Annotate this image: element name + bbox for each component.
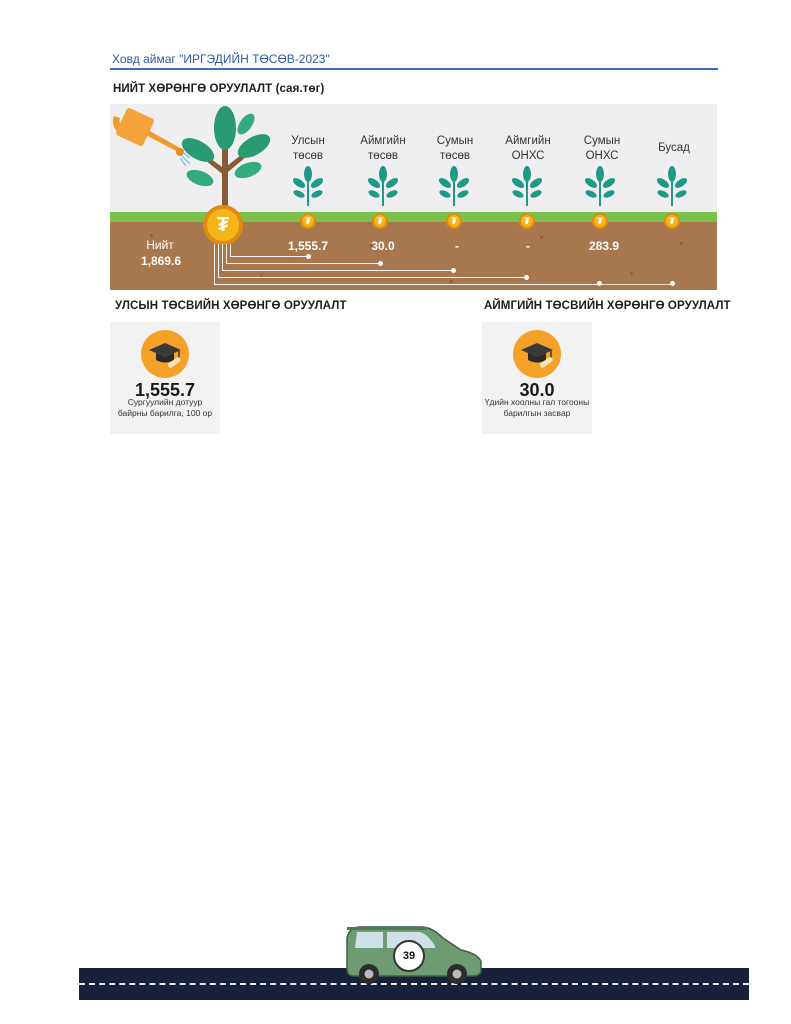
sprout-icon	[580, 166, 620, 206]
sprout-icon	[434, 166, 474, 206]
card-description: Сургуулийн дотуур байрны барилга, 100 ор	[117, 397, 213, 418]
sprout-icon	[363, 166, 403, 206]
category-value: 1,555.7	[287, 239, 329, 253]
category-value: 30.0	[371, 239, 395, 253]
category-value: -	[526, 239, 530, 253]
category-label: Сумын ОНХС	[583, 135, 621, 162]
sprout-icon	[652, 166, 692, 206]
document-title: Ховд аймаг "ИРГЭДИЙН ТӨСӨВ-2023"	[112, 52, 330, 66]
state-investment-title: УЛСЫН ТӨСВИЙН ХӨРӨНГӨ ОРУУЛАЛТ	[115, 300, 347, 312]
tree-icon	[170, 106, 280, 214]
aimag-investment-card	[482, 322, 592, 434]
header-divider	[110, 68, 718, 70]
category-label: Сумын төсөв	[436, 135, 474, 162]
coin-icon: ₮	[519, 213, 535, 229]
card-icon-circle	[513, 330, 561, 378]
page-number: 39	[393, 940, 425, 972]
investment-banner	[110, 104, 717, 290]
category-value: 283.9	[588, 239, 620, 253]
category-label: Аймгийн ОНХС	[505, 135, 551, 162]
coin-icon: ₮	[592, 213, 608, 229]
total-label: Нийт	[146, 238, 174, 252]
grass-strip	[110, 212, 717, 222]
coin-icon: ₮	[446, 213, 462, 229]
total-value: 1,869.6	[140, 254, 182, 268]
category-label: Бусад	[658, 142, 690, 154]
category-label: Улсын төсөв	[291, 135, 325, 162]
soil-ground	[110, 222, 717, 290]
card-value: 1,555.7	[134, 380, 196, 400]
sprout-icon	[288, 166, 328, 206]
coin-icon: ₮	[664, 213, 680, 229]
sprout-icon	[507, 166, 547, 206]
aimag-investment-title: АЙМГИЙН ТӨСВИЙН ХӨРӨНГӨ ОРУУЛАЛТ	[484, 300, 731, 312]
card-icon-circle	[141, 330, 189, 378]
state-investment-card	[110, 322, 220, 434]
category-label: Аймгийн төсөв	[360, 135, 406, 162]
category-value: -	[455, 239, 459, 253]
coin-icon: ₮	[372, 213, 388, 229]
graduation-cap-icon	[513, 330, 561, 378]
total-coin-icon: ₮	[203, 205, 243, 245]
total-investment-title: НИЙТ ХӨРӨНГӨ ОРУУЛАЛТ (сая.төг)	[113, 83, 325, 95]
card-value: 30.0	[519, 380, 555, 400]
card-description: Үдийн хоолны гал тогооны барилгын засвар	[484, 397, 590, 418]
graduation-cap-icon	[141, 330, 189, 378]
coin-icon: ₮	[300, 213, 316, 229]
